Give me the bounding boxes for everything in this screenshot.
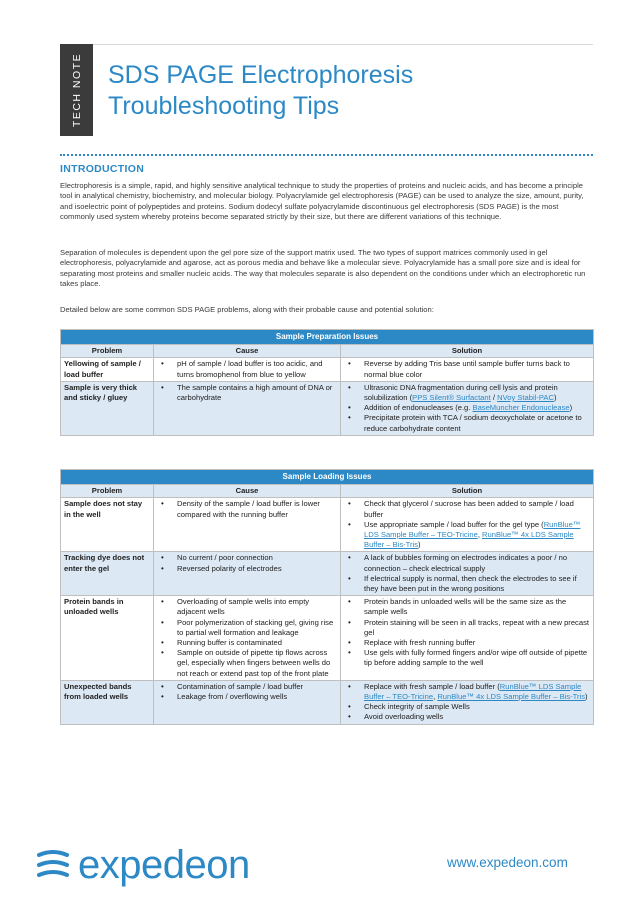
table-title: Sample Preparation Issues: [61, 330, 594, 345]
list-item: • If electrical supply is normal, then check the electrodes to see if they have been put in the wrong positions: [344, 574, 590, 594]
table-row: [61, 498, 594, 552]
list-item: • Reverse by adding Tris base until sample buffer turns back to normal blue color: [344, 359, 590, 379]
column-header-cause: Cause: [154, 345, 341, 358]
list-item: • Precipitate protein with TCA / sodium deoxycholate or acetone to reduce carbohydrate content: [344, 413, 590, 433]
cause-cell: [154, 381, 341, 435]
sample-preparation-table: [60, 329, 594, 436]
table-row: [61, 381, 594, 435]
list-item: • No current / poor connection: [157, 553, 337, 563]
nvoy-stabil-pac-link[interactable]: NVoy Stabil-PAC: [497, 393, 554, 403]
list-item: • Overloading of sample wells into empty adjacent wells: [157, 597, 337, 617]
pps-silent-surfactant-link[interactable]: PPS Silent® Surfactant: [412, 393, 491, 403]
solution-cell: [341, 596, 594, 681]
tech-note-label: TECH NOTE: [70, 52, 83, 128]
list-item: • Sample on outside of pipette tip flows across gel, especially when fingers between wells do not reach or extend past top of the front plate: [157, 648, 337, 679]
solution-cell: [341, 498, 594, 552]
problem-cell: Yellowing of sample / load buffer: [61, 358, 154, 381]
column-header-solution: Solution: [341, 345, 594, 358]
page-title: [108, 60, 413, 122]
expedeon-logo: [36, 843, 250, 887]
list-item: • Replace with fresh sample / load buffer (RunBlue™ LDS Sample Buffer – TEO-Tricine, RunBlue™ 4x LDS Sample Buffer – Bis-Tris): [344, 682, 590, 702]
solution-cell: [341, 381, 594, 435]
title-line-1: SDS PAGE Electrophoresis: [108, 61, 414, 89]
runblue-4x-lds-bis-tris-link[interactable]: RunBlue™ 4x LDS Sample Buffer – Bis-Tris: [437, 692, 586, 702]
list-item: • Running buffer is contaminated: [157, 638, 337, 648]
table-row: [61, 358, 594, 381]
problem-cell: Unexpected bands from loaded wells: [61, 680, 154, 724]
expedeon-logo-icon: [36, 847, 70, 883]
cause-cell: [154, 596, 341, 681]
runblue-lds-teo-tricine-link[interactable]: RunBlue™ LDS Sample Buffer – TEO-Tricine: [364, 681, 582, 702]
table-row: [61, 680, 594, 724]
sample-loading-table: [60, 469, 594, 725]
column-header-solution: Solution: [341, 485, 594, 498]
tech-note-tag: [60, 44, 93, 136]
list-item: • Contamination of sample / load buffer: [157, 682, 337, 692]
cause-cell: [154, 680, 341, 724]
cause-cell: [154, 358, 341, 381]
intro-heading: INTRODUCTION: [60, 163, 145, 175]
solution-cell: [341, 552, 594, 596]
list-item: • Replace with fresh running buffer: [344, 638, 590, 648]
list-item: • pH of sample / load buffer is too acidic, and turns bromophenol from blue to yellow: [157, 359, 337, 379]
runblue-lds-teo-tricine-link[interactable]: RunBlue™ LDS Sample Buffer – TEO-Tricine: [364, 519, 581, 540]
list-item: • Check integrity of sample Wells: [344, 702, 590, 712]
list-item: • A lack of bubbles forming on electrodes indicates a poor / no connection – check electrical supply: [344, 553, 590, 573]
table-title: Sample Loading Issues: [61, 470, 594, 485]
column-header-problem: Problem: [61, 345, 154, 358]
list-item: • Protein bands in unloaded wells will be the same size as the sample wells: [344, 597, 590, 617]
list-item: • Avoid overloading wells: [344, 712, 590, 722]
problem-cell: Sample is very thick and sticky / gluey: [61, 381, 154, 435]
list-item: • Addition of endonucleases (e.g. BaseMuncher Endonuclease): [344, 403, 590, 413]
intro-paragraph-1: Electrophoresis is a simple, rapid, and highly sensitive analytical technique to study the properties of proteins and nucleic acids, and has become a principle tool in analytical chemistry, biochemistry, and molecular biology. Polyacrylamide gel electrophoresis (PAGE) can be used to analyze the size, amount, purity, and isoelectric point of polypeptides and proteins. Sodium dodecyl sulfate polyacrylamide discontinuous gel electrophoresis (SDS PAGE) is the most commonly used system whereby proteins become separated strictly by their size, but there are different variations of this technique.: [60, 181, 584, 222]
list-item: • Leakage from / overflowing wells: [157, 692, 337, 702]
brand-name: expedeon: [78, 843, 250, 887]
title-line-2: Troubleshooting Tips: [108, 92, 340, 120]
runblue-4x-lds-bis-tris-link[interactable]: RunBlue™ 4x LDS Sample Buffer – Bis-Tris: [364, 530, 574, 550]
table-row: [61, 552, 594, 596]
list-item: • Protein staining will be seen in all tracks, repeat with a new precast gel: [344, 618, 590, 638]
cause-cell: [154, 552, 341, 596]
list-item: • Ultrasonic DNA fragmentation during cell lysis and protein solubilization (PPS Silent® Surfactant / NVoy Stabil-PAC): [344, 383, 590, 403]
solution-cell: [341, 680, 594, 724]
intro-paragraph-2: Separation of molecules is dependent upon the gel pore size of the support matrix used. The two types of support matrices commonly used in gel electrophoresis, polyacrylamide and agarose, act as porous media and behave like a molecular sieve. Polyacrylamide has a small pore size and is ideal for separating most proteins and smaller nucleic acids. The way that molecules separate is also dependent on the conditions under which an electrophoretic run takes place.: [60, 248, 586, 289]
section-divider: [60, 154, 593, 156]
column-header-problem: Problem: [61, 485, 154, 498]
cause-cell: [154, 498, 341, 552]
solution-cell: [341, 358, 594, 381]
intro-paragraph-3: Detailed below are some common SDS PAGE problems, along with their probable cause and potential solution:: [60, 305, 434, 314]
list-item: • Poor polymerization of stacking gel, giving rise to partial well formation and leakage: [157, 618, 337, 638]
problem-cell: Protein bands in unloaded wells: [61, 596, 154, 681]
basemuncher-endonuclease-link[interactable]: BaseMuncher Endonuclease: [472, 403, 570, 413]
column-header-cause: Cause: [154, 485, 341, 498]
list-item: • The sample contains a high amount of DNA or carbohydrate: [157, 383, 337, 403]
list-item: • Use gels with fully formed fingers and/or wipe off outside of pipette tip before adding sample to the well: [344, 648, 590, 668]
list-item: • Use appropriate sample / load buffer for the gel type (RunBlue™ LDS Sample Buffer – TEO-Tricine, RunBlue™ 4x LDS Sample Buffer – Bis-Tris): [344, 520, 590, 551]
list-item: • Check that glycerol / sucrose has been added to sample / load buffer: [344, 499, 590, 519]
website-link[interactable]: www.expedeon.com: [447, 855, 568, 870]
list-item: • Density of the sample / load buffer is lower compared with the running buffer: [157, 499, 337, 519]
problem-cell: Tracking dye does not enter the gel: [61, 552, 154, 596]
table-row: [61, 596, 594, 681]
problem-cell: Sample does not stay in the well: [61, 498, 154, 552]
list-item: • Reversed polarity of electrodes: [157, 564, 337, 574]
